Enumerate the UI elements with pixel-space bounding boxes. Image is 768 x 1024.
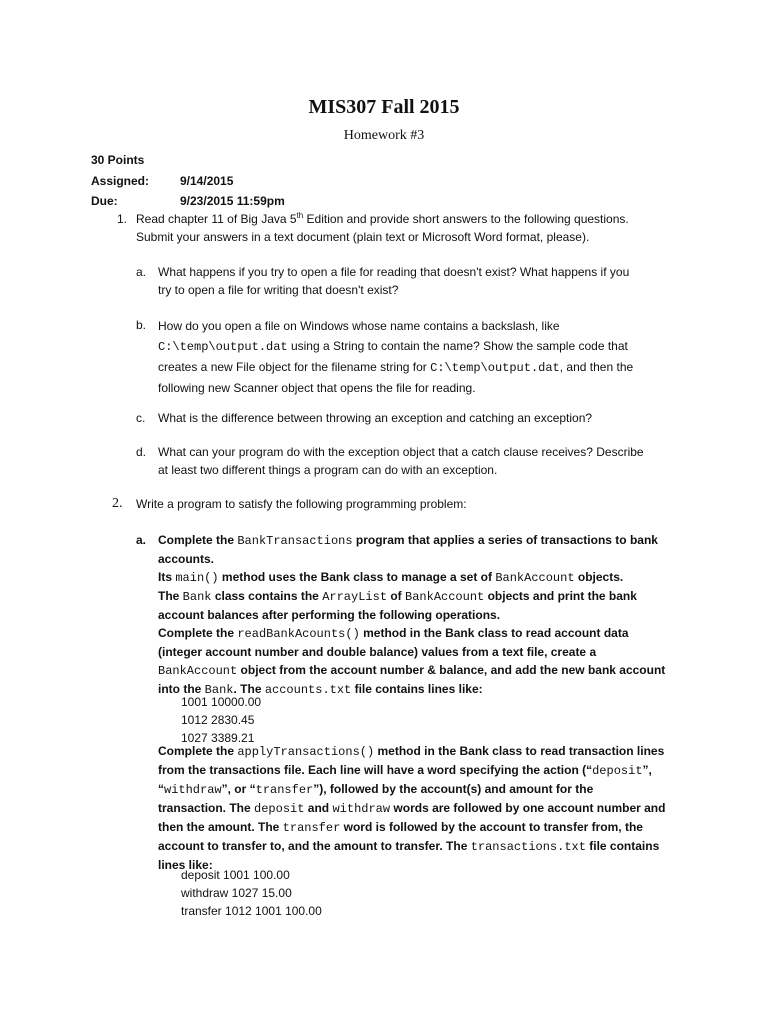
document-subtitle: Homework #3 [343, 128, 425, 143]
q1b-line2: using a String to contain the name? Show the sample code that [287, 339, 628, 353]
code-bank-2: Bank [204, 683, 234, 697]
q2a-p1a: Complete the [158, 533, 238, 547]
assigned-line [91, 171, 233, 191]
q1c-letter: c. [136, 411, 146, 425]
q1d-text [158, 443, 644, 479]
code-banktransactions: BankTransactions [237, 534, 353, 548]
q2a-p2a: Its [158, 570, 176, 584]
q1-intro-sup: th [296, 211, 304, 220]
q2a-p4f: . The [233, 682, 265, 696]
q1d-line2: at least two different things a program can do with an exception. [158, 463, 498, 477]
q1c-text [158, 409, 592, 427]
due-date: 9/23/2015 11:59pm [180, 194, 285, 208]
code-deposit-2: deposit [254, 802, 305, 816]
due-label: Due: [91, 194, 118, 208]
q2a-p5m: account to transfer to, and the amount to transfer. The [158, 839, 471, 853]
code-bankaccount: BankAccount [495, 571, 575, 585]
points-line [91, 150, 144, 170]
q2a-p2b: method uses the Bank class to manage a set of [218, 570, 496, 584]
q2a-p5i: and [304, 801, 333, 815]
q1a-text [158, 263, 629, 299]
code-accounts-txt: accounts.txt [264, 683, 352, 697]
q2a-p5e: “ [158, 782, 164, 796]
code-withdraw: withdraw [164, 783, 222, 797]
account-example-1: 1001 10000.00 [181, 695, 262, 709]
q2a-p5h: transaction. The [158, 801, 255, 815]
q1b-line3b: , and then the [559, 360, 634, 374]
q1b-line3a: creates a new File object for the filename string for [158, 360, 431, 374]
transaction-example-2: withdraw 1027 15.00 [181, 886, 292, 900]
q2a-p5a: Complete the [158, 744, 238, 758]
q1b-letter: b. [136, 318, 147, 332]
code-readbankaccounts: readBankAcounts() [237, 627, 360, 641]
q2a-p5b: method in the Bank class to read transaction lines [374, 744, 665, 758]
q2a-letter: a. [136, 533, 147, 547]
q1a-line2: try to open a file for writing that doesn't exist? [158, 283, 399, 297]
account-example-2: 1012 2830.45 [181, 713, 255, 727]
due-line [91, 191, 285, 211]
code-transfer-2: transfer [282, 821, 341, 835]
q2a-p3a: The [158, 589, 183, 603]
q2a-p5o: lines like: [158, 858, 213, 872]
q2-intro: Write a program to satisfy the following programming problem: [136, 497, 467, 511]
q1d-letter: d. [136, 445, 147, 459]
code-applytransactions: applyTransactions() [237, 745, 375, 759]
account-example-3: 1027 3389.21 [181, 731, 255, 745]
transaction-example-3: transfer 1012 1001 100.00 [181, 904, 322, 918]
q1-intro [136, 210, 629, 246]
q2a-p5c: from the transactions file. Each line will have a word specifying the action (“ [158, 763, 593, 777]
q2a-p5g: ”), followed by the account(s) and amount for the [313, 782, 594, 796]
q2a-p3c: of [387, 589, 406, 603]
q2a-p4c: (integer account number and double balance) values from a text file, create a [158, 645, 597, 659]
code-arraylist: ArrayList [322, 590, 388, 604]
q2a-p1c: accounts. [158, 552, 215, 566]
q2a-p1b: program that applies a series of transactions to bank [352, 533, 658, 547]
q1b-line1: How do you open a file on Windows whose name contains a backslash, like [158, 319, 560, 333]
transaction-example-1: deposit 1001 100.00 [181, 868, 290, 882]
q2a-p4d: object from the account number & balance, and add the new bank account [237, 663, 666, 677]
assigned-date: 9/14/2015 [180, 174, 234, 188]
code-bankaccount-3: BankAccount [158, 664, 238, 678]
q1b-path1: C:\temp\output.dat [158, 340, 288, 354]
q2a-p4a: Complete the [158, 626, 238, 640]
q2a-p3d: objects and print the bank [484, 589, 637, 603]
q2a-p2c: objects. [574, 570, 624, 584]
q2a-p5f: ”, or “ [221, 782, 256, 796]
points-text: 30 Points [91, 153, 145, 167]
q1b-line4: following new Scanner object that opens the file for reading. [158, 381, 476, 395]
document-title: MIS307 Fall 2015 [308, 96, 460, 118]
q1-intro-text-b: Edition and provide short answers to the following questions. [303, 212, 629, 226]
code-withdraw-2: withdraw [332, 802, 391, 816]
q2-number: 2. [112, 496, 123, 511]
assigned-label: Assigned: [91, 174, 150, 188]
q2a-p5l: word is followed by the account to transfer from, the [340, 820, 643, 834]
q1c-line1: What is the difference between throwing an exception and catching an exception? [158, 411, 593, 425]
q2a-transactions-text [158, 742, 688, 874]
q2a-p5j: words are followed by one account number and [390, 801, 666, 815]
q1-number: 1. [117, 212, 128, 226]
q1a-line1: What happens if you try to open a file for reading that doesn't exist? What happens if you [158, 265, 630, 279]
code-transactions-txt: transactions.txt [470, 840, 586, 854]
q2a-p3b: class contains the [211, 589, 323, 603]
q2a-p4g: file contains lines like: [351, 682, 483, 696]
code-transfer: transfer [255, 783, 314, 797]
code-deposit: deposit [592, 764, 643, 778]
q1d-line1: What can your program do with the exception object that a catch clause receives? Describe [158, 445, 644, 459]
q2a-p5n: file contains [585, 839, 660, 853]
q1-intro-text-a: Read chapter 11 of Big Java 5 [136, 212, 297, 226]
q2a-p5d: ”, [642, 763, 652, 777]
q1-intro-line2: Submit your answers in a text document (plain text or Microsoft Word format, please). [136, 230, 590, 244]
code-bankaccount-2: BankAccount [405, 590, 485, 604]
q1a-letter: a. [136, 265, 147, 279]
q2a-p5k: then the amount. The [158, 820, 283, 834]
q1b-text [158, 316, 633, 398]
q2a-p3e: account balances after performing the following operations. [158, 608, 501, 622]
code-bank: Bank [182, 590, 212, 604]
q1b-path2: C:\temp\output.dat [430, 361, 560, 375]
q2a-p4b: method in the Bank class to read account data [359, 626, 629, 640]
q2a-p4e: into the [158, 682, 205, 696]
code-main: main() [175, 571, 219, 585]
q2a-text [158, 531, 688, 699]
